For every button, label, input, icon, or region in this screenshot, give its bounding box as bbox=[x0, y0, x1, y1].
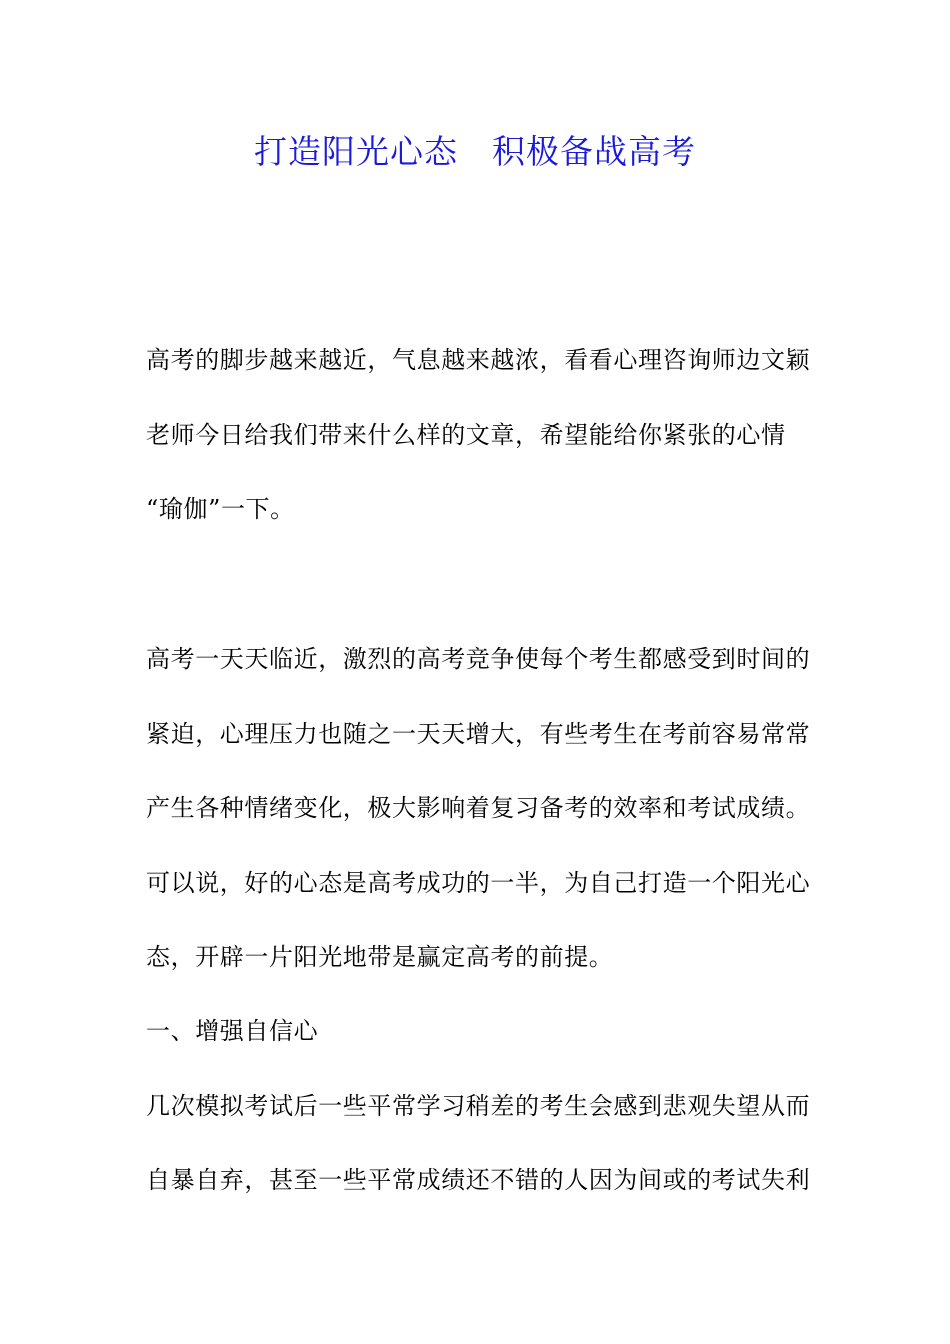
body-line-2: 紧迫，心理压力也随之一天天增大，有些考生在考前容易常常 bbox=[146, 720, 811, 748]
body-line-3: 产生各种情绪变化，极大影响着复习备考的效率和考试成绩。 bbox=[146, 794, 811, 822]
document-title: 打造阳光心态 积极备战高考 bbox=[254, 132, 696, 171]
section-line-2: 自暴自弃，甚至一些平常成绩还不错的人因为间或的考试失利 bbox=[146, 1166, 811, 1194]
intro-line-1: 高考的脚步越来越近，气息越来越浓，看看心理咨询师边文颖 bbox=[146, 346, 811, 374]
intro-line-2: 老师今日给我们带来什么样的文章，希望能给你紧张的心情 bbox=[146, 421, 786, 449]
body-line-4: 可以说，好的心态是高考成功的一半，为自己打造一个阳光心 bbox=[146, 869, 811, 897]
section-heading: 一、增强自信心 bbox=[146, 1017, 319, 1045]
section-line-1: 几次模拟考试后一些平常学习稍差的考生会感到悲观失望从而 bbox=[146, 1092, 811, 1120]
body-line-1: 高考一天天临近，激烈的高考竞争使每个考生都感受到时间的 bbox=[146, 645, 811, 673]
intro-line-3: “瑜伽”一下。 bbox=[146, 495, 295, 523]
body-line-5: 态，开辟一片阳光地带是赢定高考的前提。 bbox=[146, 943, 614, 971]
